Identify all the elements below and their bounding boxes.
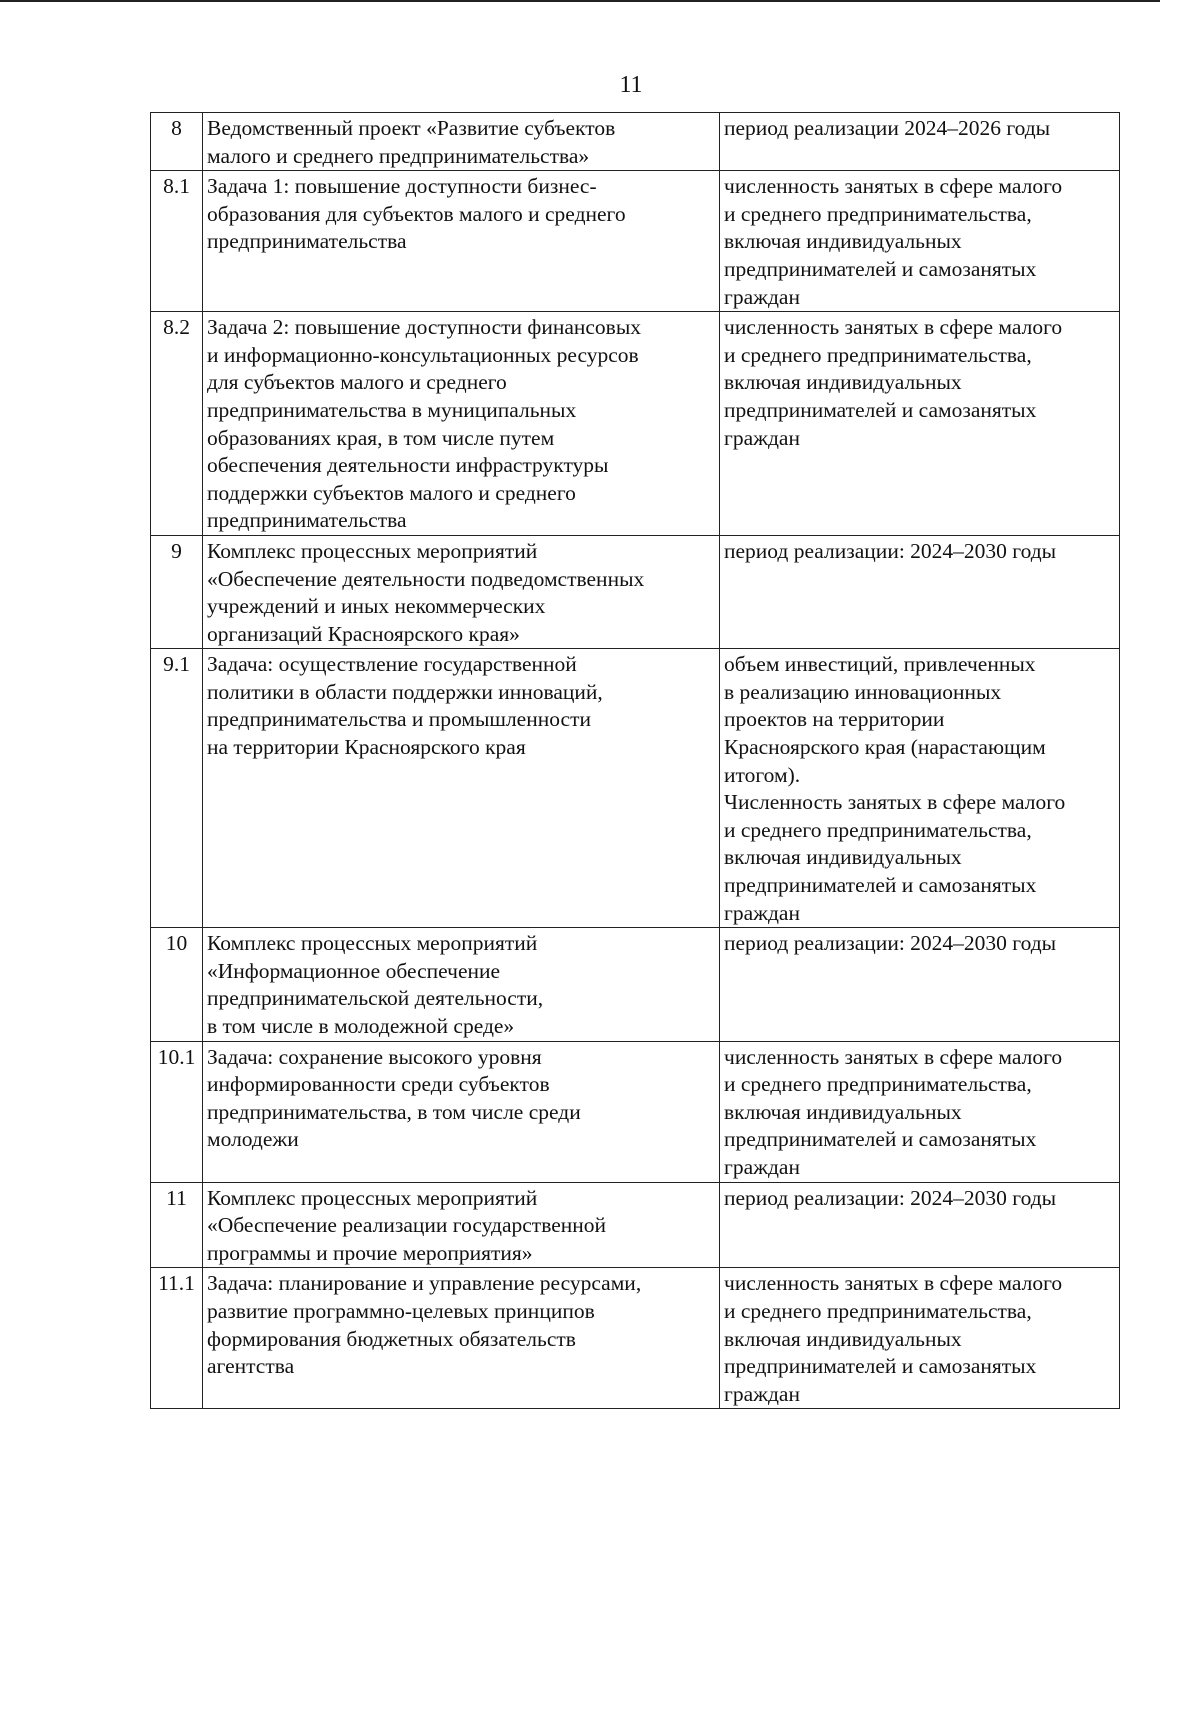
table-body: [151, 113, 1120, 1409]
row-indicator-line: итогом).: [724, 762, 801, 787]
row-indicator-line: период реализации 2024–2026 годы: [724, 116, 1051, 140]
row-indicator-line: и среднего предпринимательства,: [724, 342, 1032, 367]
row-name-line: Комплекс процессных мероприятий: [207, 1185, 538, 1210]
row-indicator-line: численность занятых в сфере малого: [724, 174, 1063, 199]
row-name-cell: [203, 1182, 720, 1268]
row-indicator-line: предпринимателей и самозанятых: [724, 873, 1037, 898]
table-row: [151, 928, 1120, 1041]
row-name-line: обеспечения деятельности инфраструктуры: [207, 453, 609, 478]
row-name-line: информированности среди субъектов: [207, 1072, 550, 1097]
row-indicator-line: включая индивидуальных: [724, 370, 962, 395]
row-number: 10: [151, 928, 203, 1041]
row-indicator-line: предпринимателей и самозанятых: [724, 1127, 1037, 1152]
row-name-line: предпринимательства: [207, 229, 407, 254]
page-number: 11: [619, 72, 643, 98]
row-indicator-cell: [720, 1041, 1120, 1182]
row-name-line: предпринимательства и промышленности: [207, 707, 591, 732]
row-indicator-cell: [720, 649, 1120, 928]
row-indicator-line: и среднего предпринимательства,: [724, 201, 1032, 226]
row-indicator-line: в реализацию инновационных: [724, 679, 1002, 704]
row-name-cell: [203, 1268, 720, 1409]
row-indicator-line: Численность занятых в сфере малого: [724, 790, 1066, 815]
row-indicator-line: включая индивидуальных: [724, 1099, 962, 1124]
row-indicator-line: включая индивидуальных: [724, 229, 962, 254]
table-row: [151, 113, 1120, 171]
row-number: 10.1: [151, 1041, 203, 1182]
row-name-cell: [203, 649, 720, 928]
table-row: [151, 1182, 1120, 1268]
row-name-line: образованиях края, в том числе путем: [207, 425, 555, 450]
row-name-line: Комплекс процессных мероприятий: [207, 931, 538, 956]
row-name-line: молодежи: [207, 1127, 299, 1152]
row-indicator-line: численность занятых в сфере малого: [724, 1044, 1063, 1069]
row-name-line: Ведомственный проект «Развитие субъектов: [207, 116, 616, 140]
row-indicator-cell: [720, 1268, 1120, 1409]
row-indicator-line: и среднего предпринимательства,: [724, 817, 1032, 842]
row-number: 11: [151, 1182, 203, 1268]
row-name-line: «Обеспечение деятельности подведомственных: [207, 566, 645, 591]
row-name-line: в том числе в молодежной среде»: [207, 1014, 515, 1038]
row-indicator-line: предпринимателей и самозанятых: [724, 256, 1037, 281]
row-name-line: организаций Красноярского края»: [207, 621, 520, 646]
row-indicator-cell: [720, 1182, 1120, 1268]
row-indicator-line: предпринимателей и самозанятых: [724, 397, 1037, 422]
row-indicator-line: предпринимателей и самозанятых: [724, 1354, 1037, 1379]
row-name-line: предпринимательства, в том числе среди: [207, 1099, 581, 1124]
row-name-line: Задача: сохранение высокого уровня: [207, 1044, 542, 1069]
row-name-line: Комплекс процессных мероприятий: [207, 538, 538, 563]
row-name-line: поддержки субъектов малого и среднего: [207, 480, 576, 505]
row-name-cell: [203, 113, 720, 171]
row-number: 8.1: [151, 171, 203, 312]
row-name-line: для субъектов малого и среднего: [207, 370, 507, 395]
row-name-cell: [203, 171, 720, 312]
row-indicator-cell: [720, 312, 1120, 536]
row-name-cell: [203, 312, 720, 536]
row-name-line: Задача: планирование и управление ресурсами,: [207, 1271, 642, 1296]
row-name-line: программы и прочие мероприятия»: [207, 1240, 533, 1265]
row-indicator-line: включая индивидуальных: [724, 1326, 962, 1351]
program-structure-table: [150, 112, 1120, 1409]
row-indicator-line: численность занятых в сфере малого: [724, 315, 1063, 340]
row-indicator-cell: [720, 171, 1120, 312]
row-name-line: предпринимательской деятельности,: [207, 986, 544, 1011]
table-row: [151, 1268, 1120, 1409]
row-indicator-cell: [720, 113, 1120, 171]
row-name-line: политики в области поддержки инноваций,: [207, 679, 603, 704]
row-name-line: образования для субъектов малого и среднего: [207, 201, 626, 226]
row-name-cell: [203, 1041, 720, 1182]
row-indicator-line: и среднего предпринимательства,: [724, 1298, 1032, 1323]
row-indicator-line: граждан: [724, 900, 800, 925]
table-row: [151, 312, 1120, 536]
row-indicator-line: граждан: [724, 425, 800, 450]
row-name-cell: [203, 928, 720, 1041]
row-name-line: «Обеспечение реализации государственной: [207, 1213, 607, 1238]
row-name-line: учреждений и иных некоммерческих: [207, 594, 546, 619]
row-indicator-cell: [720, 928, 1120, 1041]
row-indicator-line: включая индивидуальных: [724, 845, 962, 870]
row-name-cell: [203, 535, 720, 648]
row-indicator-line: граждан: [724, 1381, 800, 1406]
row-name-line: развитие программно-целевых принципов: [207, 1298, 595, 1323]
row-name-line: и информационно-консультационных ресурсов: [207, 342, 639, 367]
table-row: [151, 171, 1120, 312]
row-indicator-line: период реализации: 2024–2030 годы: [724, 1185, 1057, 1210]
row-number: 8.2: [151, 312, 203, 536]
row-indicator-line: граждан: [724, 1154, 800, 1179]
row-number: 9: [151, 535, 203, 648]
row-indicator-line: объем инвестиций, привлеченных: [724, 652, 1036, 677]
row-name-line: на территории Красноярского края: [207, 735, 526, 760]
row-indicator-line: и среднего предпринимательства,: [724, 1072, 1032, 1097]
row-indicator-line: граждан: [724, 284, 800, 309]
row-name-line: малого и среднего предпринимательства»: [207, 143, 590, 168]
row-name-line: агентства: [207, 1354, 295, 1379]
row-indicator-line: период реализации: 2024–2030 годы: [724, 538, 1057, 563]
row-name-line: Задача 2: повышение доступности финансовых: [207, 315, 642, 340]
row-indicator-line: период реализации: 2024–2030 годы: [724, 931, 1057, 956]
row-name-line: Задача 1: повышение доступности бизнес-: [207, 174, 597, 199]
page-top-edge: [0, 0, 1160, 2]
row-name-line: формирования бюджетных обязательств: [207, 1326, 576, 1351]
row-number: 11.1: [151, 1268, 203, 1409]
row-name-line: предпринимательства: [207, 508, 407, 533]
row-name-line: Задача: осуществление государственной: [207, 652, 577, 677]
row-name-line: «Информационное обеспечение: [207, 958, 501, 983]
row-indicator-line: Красноярского края (нарастающим: [724, 735, 1046, 760]
row-indicator-line: численность занятых в сфере малого: [724, 1271, 1063, 1296]
row-number: 8: [151, 113, 203, 171]
row-number: 9.1: [151, 649, 203, 928]
table-row: [151, 1041, 1120, 1182]
row-name-line: предпринимательства в муниципальных: [207, 397, 577, 422]
table-row: [151, 535, 1120, 648]
row-indicator-line: проектов на территории: [724, 707, 945, 732]
table-row: [151, 649, 1120, 928]
row-indicator-cell: [720, 535, 1120, 648]
